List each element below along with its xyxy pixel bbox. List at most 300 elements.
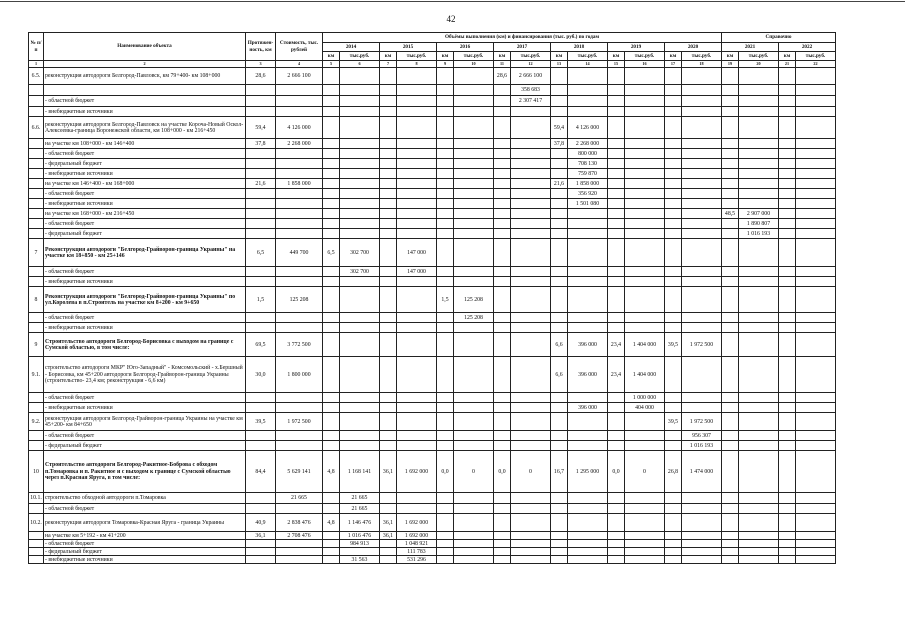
value-cell [437, 313, 454, 323]
value-cell [568, 441, 608, 451]
row-cost: 1 972 500 [276, 413, 323, 431]
value-cell [568, 85, 608, 96]
value-cell [796, 413, 836, 431]
column-number: 2 [44, 61, 246, 68]
value-cell [551, 277, 568, 287]
value-cell [380, 229, 397, 239]
value-cell: 0,0 [437, 451, 454, 493]
value-cell [454, 441, 494, 451]
value-cell [323, 548, 340, 556]
column-number: 20 [739, 61, 779, 68]
value-cell [722, 117, 739, 139]
row-length: 28,6 [246, 68, 276, 85]
header-unit-rub: тыс.руб. [511, 52, 551, 61]
value-cell [380, 323, 397, 333]
value-cell [323, 333, 340, 357]
value-cell [608, 267, 625, 277]
value-cell [682, 96, 722, 107]
value-cell [551, 189, 568, 199]
value-cell: 358 683 [511, 85, 551, 96]
value-cell [608, 219, 625, 229]
value-cell [739, 357, 779, 393]
value-cell [722, 431, 739, 441]
value-cell [796, 323, 836, 333]
row-cost [276, 107, 323, 117]
row-number [29, 169, 44, 179]
value-cell [779, 540, 796, 548]
value-cell [739, 117, 779, 139]
value-cell [454, 68, 494, 85]
value-cell [779, 431, 796, 441]
value-cell [511, 277, 551, 287]
value-cell [454, 357, 494, 393]
value-cell [323, 96, 340, 107]
column-number: 17 [665, 61, 682, 68]
table-row [29, 548, 836, 556]
row-cost [276, 199, 323, 209]
value-cell: 2 907 000 [739, 209, 779, 219]
row-name: реконструкция автодороги Томаровка-Красная Яруга - граница Украины [44, 514, 246, 532]
table-row [29, 209, 836, 219]
value-cell: 708 130 [568, 159, 608, 169]
row-number [29, 504, 44, 514]
value-cell [665, 117, 682, 139]
value-cell: 396 000 [568, 403, 608, 413]
value-cell [779, 107, 796, 117]
value-cell [625, 323, 665, 333]
value-cell [608, 179, 625, 189]
value-cell [397, 199, 437, 209]
row-number [29, 96, 44, 107]
column-number: 14 [568, 61, 608, 68]
value-cell [323, 139, 340, 149]
value-cell [779, 117, 796, 139]
row-name: реконструкция автодороги Белгород-Грайворон-граница Украины на участке км 45+200- км 84+650 [44, 413, 246, 431]
value-cell [340, 159, 380, 169]
value-cell [494, 117, 511, 139]
value-cell [779, 159, 796, 169]
row-number [29, 540, 44, 548]
value-cell [511, 333, 551, 357]
value-cell [340, 393, 380, 403]
value-cell [511, 413, 551, 431]
value-cell [494, 393, 511, 403]
value-cell [739, 189, 779, 199]
value-cell [323, 532, 340, 540]
row-cost [276, 548, 323, 556]
value-cell [454, 277, 494, 287]
value-cell [454, 107, 494, 117]
value-cell [380, 179, 397, 189]
row-name: - внебюджетные источники [44, 169, 246, 179]
value-cell [779, 548, 796, 556]
value-cell [625, 229, 665, 239]
value-cell [722, 403, 739, 413]
value-cell: 984 913 [340, 540, 380, 548]
value-cell [568, 277, 608, 287]
value-cell [568, 313, 608, 323]
value-cell [494, 199, 511, 209]
value-cell [739, 179, 779, 189]
value-cell [323, 393, 340, 403]
row-cost [276, 229, 323, 239]
value-cell [551, 239, 568, 267]
value-cell [397, 189, 437, 199]
value-cell [437, 159, 454, 169]
value-cell [340, 229, 380, 239]
value-cell [454, 239, 494, 267]
table-row [29, 532, 836, 540]
value-cell [722, 493, 739, 504]
table-row [29, 413, 836, 431]
value-cell [340, 107, 380, 117]
value-cell [665, 556, 682, 564]
value-cell [779, 504, 796, 514]
value-cell: 0,0 [608, 451, 625, 493]
value-cell: 0 [511, 451, 551, 493]
value-cell [608, 189, 625, 199]
value-cell [494, 169, 511, 179]
value-cell [397, 219, 437, 229]
value-cell [551, 393, 568, 403]
value-cell [340, 85, 380, 96]
row-length [246, 107, 276, 117]
value-cell [397, 209, 437, 219]
value-cell [380, 493, 397, 504]
value-cell [380, 431, 397, 441]
value-cell [665, 189, 682, 199]
value-cell [380, 333, 397, 357]
row-name: - областной бюджет [44, 393, 246, 403]
value-cell: 23,4 [608, 357, 625, 393]
value-cell: 2 268 000 [568, 139, 608, 149]
value-cell [454, 323, 494, 333]
header-unit-km: км [323, 52, 340, 61]
value-cell [739, 159, 779, 169]
value-cell [380, 199, 397, 209]
value-cell [739, 403, 779, 413]
value-cell [608, 413, 625, 431]
value-cell [779, 323, 796, 333]
value-cell [380, 556, 397, 564]
value-cell [682, 139, 722, 149]
value-cell [625, 159, 665, 169]
row-cost: 4 126 000 [276, 117, 323, 139]
value-cell [454, 209, 494, 219]
value-cell [380, 441, 397, 451]
value-cell [323, 323, 340, 333]
row-name: - областной бюджет [44, 540, 246, 548]
value-cell [454, 504, 494, 514]
table-row [29, 313, 836, 323]
value-cell [437, 403, 454, 413]
value-cell [625, 313, 665, 323]
value-cell [454, 333, 494, 357]
row-cost [276, 169, 323, 179]
value-cell [739, 169, 779, 179]
value-cell: 1 890 807 [739, 219, 779, 229]
value-cell [340, 68, 380, 85]
table-row [29, 323, 836, 333]
value-cell [340, 149, 380, 159]
value-cell [796, 239, 836, 267]
value-cell [437, 239, 454, 267]
table-row [29, 169, 836, 179]
row-length [246, 169, 276, 179]
value-cell [323, 68, 340, 85]
value-cell [722, 179, 739, 189]
value-cell [568, 540, 608, 548]
row-number: 6.5. [29, 68, 44, 85]
row-length: 39,5 [246, 413, 276, 431]
row-length: 30,0 [246, 357, 276, 393]
value-cell [796, 357, 836, 393]
row-name: - областной бюджет [44, 313, 246, 323]
value-cell [323, 189, 340, 199]
row-name: - областной бюджет [44, 219, 246, 229]
row-number [29, 107, 44, 117]
row-cost: 2 708 476 [276, 532, 323, 540]
value-cell [722, 96, 739, 107]
value-cell [454, 403, 494, 413]
value-cell [511, 149, 551, 159]
value-cell [665, 139, 682, 149]
value-cell [722, 189, 739, 199]
value-cell [722, 85, 739, 96]
table-row [29, 267, 836, 277]
table-row [29, 117, 836, 139]
row-number [29, 219, 44, 229]
value-cell [397, 313, 437, 323]
row-length: 37,8 [246, 139, 276, 149]
value-cell: 6,6 [551, 357, 568, 393]
header-year: 2014 [323, 43, 380, 52]
value-cell [454, 393, 494, 403]
value-cell [665, 149, 682, 159]
value-cell [380, 169, 397, 179]
value-cell [454, 117, 494, 139]
table-row [29, 229, 836, 239]
value-cell [779, 85, 796, 96]
row-name: реконструкция автодороги Белгород-Павловск на участке Короча-Новый Оскол- Алексеевка-граница Воронежской области, км 108+000 - км 216+450 [44, 117, 246, 139]
value-cell [625, 556, 665, 564]
value-cell [625, 179, 665, 189]
value-cell [340, 357, 380, 393]
value-cell [682, 532, 722, 540]
value-cell [665, 159, 682, 169]
row-number [29, 189, 44, 199]
value-cell [494, 548, 511, 556]
row-name: - областной бюджет [44, 504, 246, 514]
column-number: 22 [796, 61, 836, 68]
value-cell [494, 107, 511, 117]
row-number: 9.1. [29, 357, 44, 393]
value-cell [323, 117, 340, 139]
row-name: - федеральный бюджет [44, 548, 246, 556]
row-cost [276, 313, 323, 323]
value-cell [511, 313, 551, 323]
header-unit-km: км [551, 52, 568, 61]
table-row [29, 504, 836, 514]
value-cell [437, 139, 454, 149]
value-cell [682, 514, 722, 532]
row-cost [276, 209, 323, 219]
value-cell: 125 208 [454, 287, 494, 313]
table-row [29, 159, 836, 169]
value-cell [494, 431, 511, 441]
column-number: 13 [551, 61, 568, 68]
value-cell [625, 540, 665, 548]
value-cell [454, 179, 494, 189]
row-name: - внебюджетные источники [44, 323, 246, 333]
value-cell [437, 149, 454, 159]
header-row-1 [29, 33, 836, 43]
value-cell [722, 277, 739, 287]
value-cell [437, 179, 454, 189]
value-cell: 800 000 [568, 149, 608, 159]
value-cell [779, 139, 796, 149]
row-number: 8 [29, 287, 44, 313]
table-row [29, 287, 836, 313]
value-cell [608, 504, 625, 514]
value-cell [380, 68, 397, 85]
value-cell [454, 96, 494, 107]
value-cell [665, 540, 682, 548]
row-name: на участке км 5+192 - км 41+200 [44, 532, 246, 540]
value-cell [437, 117, 454, 139]
value-cell [494, 514, 511, 532]
value-cell [397, 403, 437, 413]
value-cell [380, 139, 397, 149]
header-unit-km: км [665, 52, 682, 61]
value-cell [722, 333, 739, 357]
value-cell [454, 540, 494, 548]
header-year: 2016 [437, 43, 494, 52]
row-number [29, 313, 44, 323]
value-cell [551, 403, 568, 413]
value-cell [397, 68, 437, 85]
value-cell [494, 287, 511, 313]
value-cell [665, 393, 682, 403]
value-cell [739, 96, 779, 107]
column-number: 4 [276, 61, 323, 68]
value-cell [397, 323, 437, 333]
table-row [29, 107, 836, 117]
header-unit-rub: тыс.руб. [682, 52, 722, 61]
value-cell [340, 179, 380, 189]
value-cell [796, 68, 836, 85]
value-cell [665, 357, 682, 393]
value-cell [437, 323, 454, 333]
row-cost [276, 267, 323, 277]
value-cell [779, 556, 796, 564]
value-cell [323, 267, 340, 277]
row-name: Реконструкция автодороги "Белгород-Грайворон-граница Украины" по ул.Королева в п.Строитель на участке км 8+200 - км 9+650 [44, 287, 246, 313]
value-cell [665, 548, 682, 556]
value-cell [722, 229, 739, 239]
value-cell [568, 413, 608, 431]
header-unit-km: км [779, 52, 796, 61]
value-cell [665, 493, 682, 504]
row-number: 7 [29, 239, 44, 267]
value-cell [437, 413, 454, 431]
table-row [29, 393, 836, 403]
value-cell [437, 548, 454, 556]
value-cell [568, 556, 608, 564]
row-number: 10 [29, 451, 44, 493]
value-cell [665, 68, 682, 85]
value-cell [779, 403, 796, 413]
value-cell [397, 287, 437, 313]
value-cell [665, 229, 682, 239]
row-cost: 2 838 476 [276, 514, 323, 532]
value-cell [608, 139, 625, 149]
row-length [246, 313, 276, 323]
row-name: - областной бюджет [44, 149, 246, 159]
value-cell [796, 169, 836, 179]
row-name: строительство автодороги МКР" Юго-Западный" - Комсомольский - х.Бершный - Борисовка, км 45+200 автодороги Белгород-Грайворон-граница Украины (строительство- 23,4 км; реконструкция - 6,6 км) [44, 357, 246, 393]
value-cell [323, 403, 340, 413]
value-cell [665, 267, 682, 277]
value-cell [494, 441, 511, 451]
value-cell [397, 179, 437, 189]
row-name: - внебюджетные источники [44, 199, 246, 209]
value-cell [380, 239, 397, 267]
value-cell [796, 540, 836, 548]
value-cell [340, 199, 380, 209]
value-cell: 16,7 [551, 451, 568, 493]
value-cell [568, 68, 608, 85]
row-name: - областной бюджет [44, 431, 246, 441]
row-length [246, 548, 276, 556]
value-cell [511, 441, 551, 451]
value-cell: 21 665 [340, 493, 380, 504]
header-unit-km: км [494, 52, 511, 61]
row-number [29, 209, 44, 219]
row-name: - федеральный бюджет [44, 159, 246, 169]
value-cell [625, 413, 665, 431]
value-cell [779, 277, 796, 287]
row-number [29, 532, 44, 540]
value-cell: 1 692 000 [397, 451, 437, 493]
value-cell [682, 107, 722, 117]
value-cell [796, 267, 836, 277]
row-name: - федеральный бюджет [44, 441, 246, 451]
value-cell [608, 323, 625, 333]
value-cell: 1 858 000 [568, 179, 608, 189]
row-cost: 21 665 [276, 493, 323, 504]
value-cell [608, 548, 625, 556]
value-cell [739, 393, 779, 403]
value-cell [625, 277, 665, 287]
value-cell [796, 441, 836, 451]
value-cell [796, 313, 836, 323]
header-num: № п/п [29, 33, 44, 61]
value-cell [454, 514, 494, 532]
value-cell [796, 159, 836, 169]
value-cell [796, 139, 836, 149]
row-name: - внебюджетные источники [44, 556, 246, 564]
row-name: на участке км 146+400 - км 168+000 [44, 179, 246, 189]
value-cell [779, 219, 796, 229]
value-cell [568, 532, 608, 540]
row-length [246, 540, 276, 548]
value-cell [608, 209, 625, 219]
value-cell [323, 85, 340, 96]
value-cell [437, 219, 454, 229]
column-number: 6 [340, 61, 380, 68]
value-cell [380, 209, 397, 219]
